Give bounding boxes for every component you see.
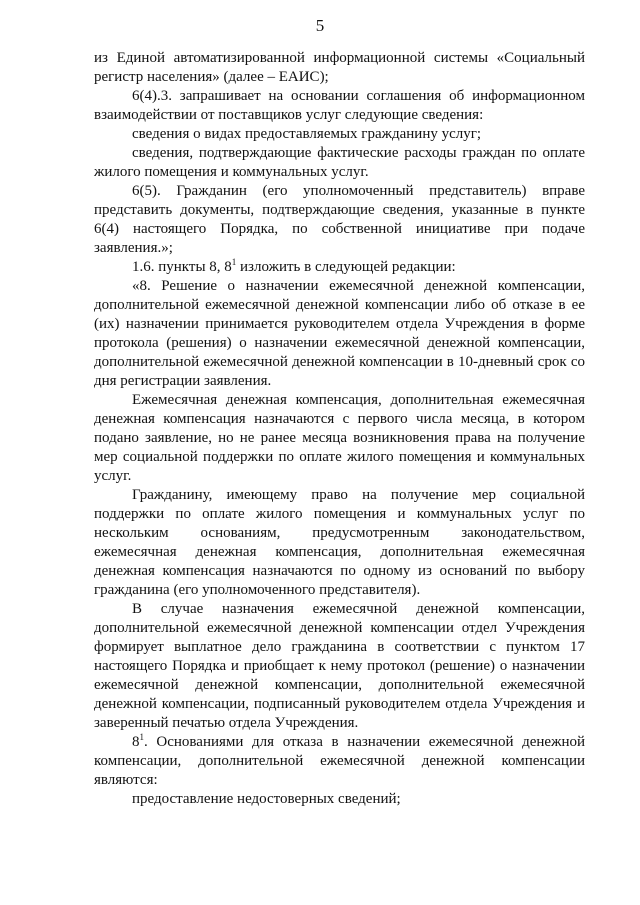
paragraph-1-6-prefix: 1.6. пункты 8, 8 (132, 259, 232, 275)
paragraph-payment-file: В случае назначения ежемесячной денежной компенсации, дополнительной ежемесячной денежной компенсации отдел Учреждения формирует выплатное дело гражданина в соответствии с пунктом 17 настоящего Порядка и приобщает к нему протокол (решение) о назначении ежемесячной денежной компенсации, дополнительной ежемесячной денежной компенсации, подписанный руководителем отдела Учреждения и заверенный печатью отдела Учреждения. (94, 601, 585, 731)
paragraph-multiple-grounds: Гражданину, имеющему право на получение мер социальной поддержки по оплате жилого помещения и коммунальных услуг по нескольким основаниям, предусмотренным законодательством, ежемесячная денежная компенсация, дополнительная ежемесячная денежная компенсация назначаются по одному из оснований по выбору гражданина (его уполномоченного представителя). (94, 487, 585, 598)
paragraph-1-6-superscript: 1 (231, 257, 237, 267)
paragraph-service-types: сведения о видах предоставляемых гражданину услуг; (132, 126, 482, 142)
paragraph-actual-expenses: сведения, подтверждающие фактические расходы граждан по оплате жилого помещения и коммунальных услуг. (94, 145, 585, 180)
paragraph-8-decision: «8. Решение о назначении ежемесячной денежной компенсации, дополнительной ежемесячной денежной компенсации либо об отказе в ее (их) назначении принимается руководителем отдела Учреждения в форме протокола (решения) о назначении ежемесячной денежной компенсации, дополнительной ежемесячной денежной компенсации в 10-дневный срок со дня регистрации заявления. (94, 278, 585, 389)
paragraph-8-1-superscript: 1 (139, 732, 144, 742)
paragraph-1-6-suffix: изложить в следующей редакции: (236, 259, 456, 275)
paragraph-1-6 (94, 258, 585, 277)
paragraph-monthly-compensation: Ежемесячная денежная компенсация, дополнительная ежемесячная денежная компенсация назначаются с первого числа месяца, в котором подано заявление, но не ранее месяца возникновения права на получение мер социальной поддержки по оплате жилого помещения и коммунальных услуг. (94, 392, 585, 484)
paragraph-source-registry: из Единой автоматизированной информационной системы «Социальный регистр населения» (далее – ЕАИС); (94, 50, 585, 85)
paragraph-6-5: 6(5). Гражданин (его уполномоченный представитель) вправе представить документы, подтверждающие сведения, указанные в пункте 6(4) настоящего Порядка, по собственной инициативе при подаче заявления.»; (94, 183, 585, 256)
paragraph-6-4-3: 6(4).3. запрашивает на основании соглашения об информационном взаимодействии от поставщиков услуг следующие сведения: (94, 88, 585, 123)
paragraph-8-1-prefix: 8 (132, 734, 140, 750)
paragraph-8-1-suffix: . Основаниями для отказа в назначении ежемесячной денежной компенсации, дополнительной ежемесячной денежной компенсации являются: (94, 734, 585, 788)
paragraph-false-information: предоставление недостоверных сведений; (132, 791, 401, 807)
paragraph-8-1 (94, 733, 585, 790)
page-number: 5 (315, 16, 325, 35)
document-body (94, 49, 585, 809)
